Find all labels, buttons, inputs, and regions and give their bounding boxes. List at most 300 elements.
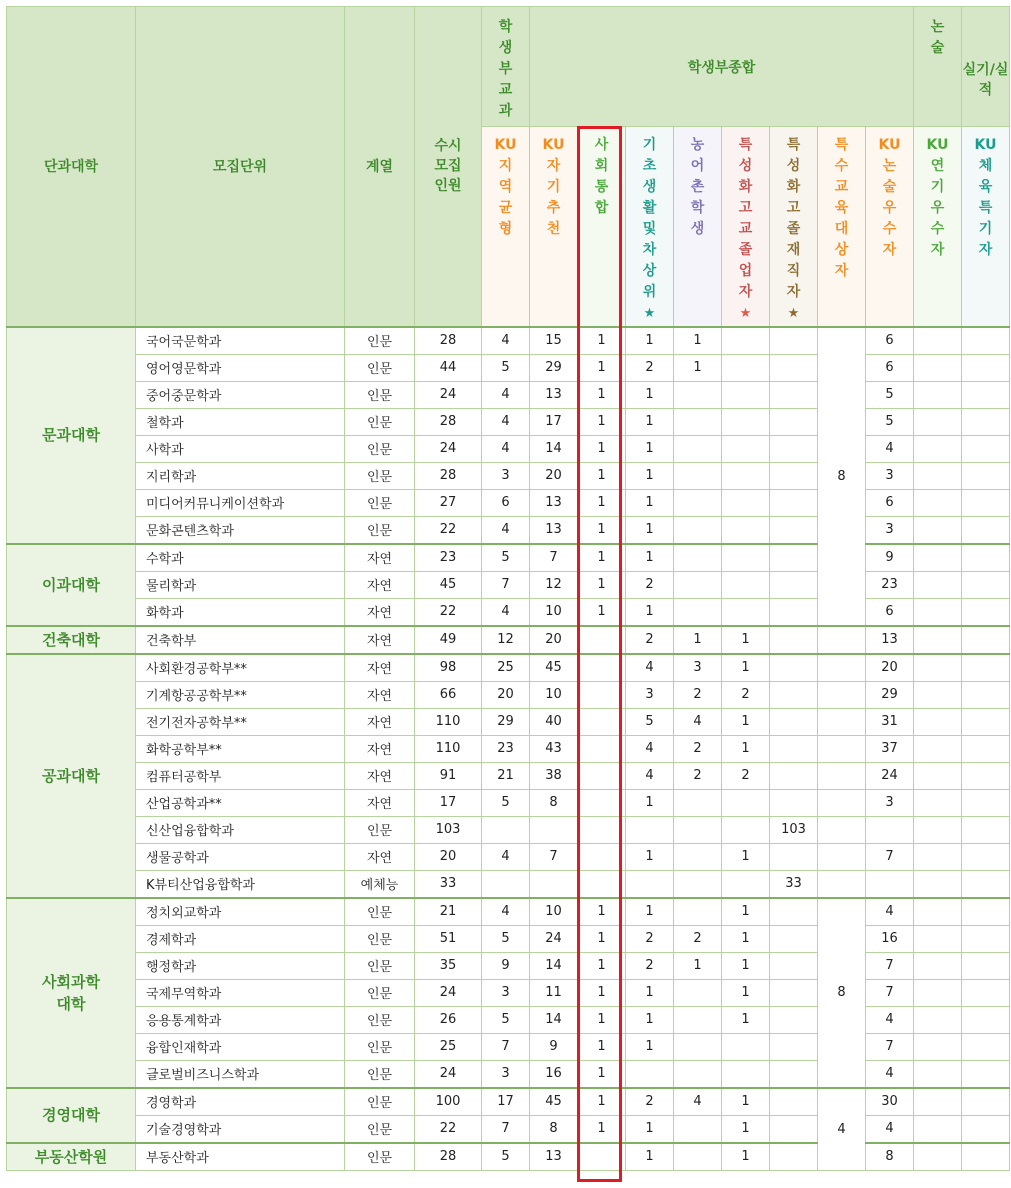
ku-sports-cell (962, 1060, 1010, 1088)
ku-self-cell: 7 (530, 843, 578, 870)
track-cell: 인문 (345, 354, 415, 381)
header-quota: 수시 모집 인원 (415, 7, 482, 327)
ku-sports-cell (962, 762, 1010, 789)
ku-self-cell: 13 (530, 381, 578, 408)
ku-essay-cell: 3 (866, 516, 914, 544)
specialized-grad-cell (722, 544, 770, 572)
ku-regional-cell (482, 816, 530, 843)
ku-regional-cell: 4 (482, 598, 530, 626)
unit-name-cell: 기술경영학과 (136, 1115, 345, 1143)
basic-living-cell: 4 (626, 735, 674, 762)
specialized-work-cell: 33 (770, 870, 818, 898)
specialized-grad-cell: 1 (722, 898, 770, 926)
ku-essay-cell: 13 (866, 626, 914, 654)
specialized-grad-cell: 1 (722, 1143, 770, 1171)
track-cell: 자연 (345, 762, 415, 789)
specialized-grad-cell: 1 (722, 979, 770, 1006)
social-integration-cell (578, 870, 626, 898)
ku-self-cell: 14 (530, 1006, 578, 1033)
ku-essay-cell: 8 (866, 1143, 914, 1171)
rural-cell: 2 (674, 762, 722, 789)
specialized-grad-cell (722, 571, 770, 598)
ku-acting-cell (914, 1060, 962, 1088)
header-specialized-grad (722, 127, 770, 327)
ku-regional-cell: 4 (482, 843, 530, 870)
basic-living-cell: 1 (626, 1033, 674, 1060)
basic-living-cell (626, 870, 674, 898)
specialized-grad-cell (722, 462, 770, 489)
basic-living-cell: 1 (626, 489, 674, 516)
special-ed-cell: 8 (818, 898, 866, 1088)
basic-living-cell: 1 (626, 381, 674, 408)
ku-regional-cell: 4 (482, 516, 530, 544)
header-practical: 실기/실적 (962, 7, 1010, 127)
specialized-grad-cell (722, 327, 770, 355)
ku-sports-cell (962, 898, 1010, 926)
basic-living-cell: 1 (626, 544, 674, 572)
ku-self-cell: 14 (530, 435, 578, 462)
specialized-work-cell (770, 381, 818, 408)
quota-cell: 28 (415, 462, 482, 489)
specialized-grad-cell: 1 (722, 626, 770, 654)
rural-cell (674, 381, 722, 408)
basic-living-cell: 5 (626, 708, 674, 735)
specialized-work-cell (770, 925, 818, 952)
quota-cell: 28 (415, 408, 482, 435)
unit-name-cell: 전기전자공학부** (136, 708, 345, 735)
ku-regional-cell: 5 (482, 1143, 530, 1171)
special-ed-cell (818, 681, 866, 708)
specialized-grad-cell (722, 1060, 770, 1088)
ku-essay-cell: 6 (866, 598, 914, 626)
header-ku-self: KU 자 기 추 천 (530, 127, 578, 327)
ku-self-cell: 9 (530, 1033, 578, 1060)
ku-regional-cell: 5 (482, 789, 530, 816)
track-cell: 자연 (345, 843, 415, 870)
star-icon: ★ (643, 306, 656, 321)
track-cell: 인문 (345, 952, 415, 979)
ku-self-cell: 29 (530, 354, 578, 381)
basic-living-cell: 1 (626, 408, 674, 435)
header-social: 사 회 통 합 (578, 127, 626, 327)
social-integration-cell (578, 843, 626, 870)
track-cell: 인문 (345, 898, 415, 926)
social-integration-cell: 1 (578, 571, 626, 598)
specialized-work-cell (770, 626, 818, 654)
ku-acting-cell (914, 544, 962, 572)
ku-acting-cell (914, 708, 962, 735)
specialized-grad-cell: 1 (722, 1006, 770, 1033)
social-integration-cell: 1 (578, 544, 626, 572)
ku-regional-cell: 5 (482, 1006, 530, 1033)
specialized-grad-cell: 2 (722, 762, 770, 789)
specialized-grad-cell: 1 (722, 925, 770, 952)
rural-cell: 1 (674, 354, 722, 381)
ku-essay-cell: 7 (866, 952, 914, 979)
header-basic (626, 127, 674, 327)
header-specialized-work-label: 특 성 화 고 졸 재 직 자 (786, 137, 801, 300)
ku-regional-cell: 7 (482, 571, 530, 598)
basic-living-cell: 2 (626, 571, 674, 598)
ku-acting-cell (914, 762, 962, 789)
ku-regional-cell: 21 (482, 762, 530, 789)
ku-regional-cell: 3 (482, 462, 530, 489)
table-row (7, 327, 1010, 355)
ku-sports-cell (962, 708, 1010, 735)
ku-sports-cell (962, 489, 1010, 516)
quota-cell: 17 (415, 789, 482, 816)
college-name: 문과대학 (7, 327, 136, 544)
specialized-work-cell: 103 (770, 816, 818, 843)
ku-acting-cell (914, 925, 962, 952)
unit-name-cell: 중어중문학과 (136, 381, 345, 408)
social-integration-cell: 1 (578, 354, 626, 381)
ku-acting-cell (914, 462, 962, 489)
rural-cell (674, 843, 722, 870)
ku-self-cell: 8 (530, 789, 578, 816)
ku-essay-cell: 4 (866, 435, 914, 462)
ku-acting-cell (914, 327, 962, 355)
unit-name-cell: 융합인재학과 (136, 1033, 345, 1060)
social-integration-cell: 1 (578, 598, 626, 626)
unit-name-cell: K뷰티산업융합학과 (136, 870, 345, 898)
specialized-work-cell (770, 1033, 818, 1060)
ku-acting-cell (914, 1115, 962, 1143)
specialized-grad-cell: 1 (722, 952, 770, 979)
ku-self-cell: 45 (530, 654, 578, 682)
ku-essay-cell: 4 (866, 1060, 914, 1088)
unit-name-cell: 신산업융합학과 (136, 816, 345, 843)
special-ed-cell (818, 626, 866, 654)
ku-self-cell: 10 (530, 598, 578, 626)
ku-regional-cell: 20 (482, 681, 530, 708)
rural-cell (674, 516, 722, 544)
ku-sports-cell (962, 408, 1010, 435)
quota-cell: 66 (415, 681, 482, 708)
ku-essay-cell: 31 (866, 708, 914, 735)
basic-living-cell: 4 (626, 762, 674, 789)
ku-acting-cell (914, 571, 962, 598)
quota-cell: 103 (415, 816, 482, 843)
basic-living-cell: 2 (626, 1088, 674, 1116)
social-integration-cell: 1 (578, 952, 626, 979)
ku-essay-cell: 7 (866, 1033, 914, 1060)
unit-name-cell: 화학과 (136, 598, 345, 626)
ku-regional-cell: 7 (482, 1033, 530, 1060)
rural-cell (674, 979, 722, 1006)
specialized-work-cell (770, 489, 818, 516)
unit-name-cell: 미디어커뮤니케이션학과 (136, 489, 345, 516)
track-cell: 인문 (345, 1088, 415, 1116)
specialized-work-cell (770, 708, 818, 735)
rural-cell (674, 816, 722, 843)
ku-regional-cell: 4 (482, 898, 530, 926)
basic-living-cell: 1 (626, 516, 674, 544)
ku-acting-cell (914, 489, 962, 516)
ku-regional-cell: 3 (482, 1060, 530, 1088)
social-integration-cell (578, 735, 626, 762)
unit-name-cell: 화학공학부** (136, 735, 345, 762)
specialized-grad-cell: 1 (722, 843, 770, 870)
track-cell: 인문 (345, 489, 415, 516)
specialized-work-cell (770, 1088, 818, 1116)
header-specialized-work (770, 127, 818, 327)
track-cell: 인문 (345, 1033, 415, 1060)
ku-essay-cell: 4 (866, 1006, 914, 1033)
unit-name-cell: 사학과 (136, 435, 345, 462)
special-ed-cell (818, 789, 866, 816)
table-row (7, 654, 1010, 682)
table-row (7, 708, 1010, 735)
ku-sports-cell (962, 925, 1010, 952)
ku-acting-cell (914, 843, 962, 870)
ku-self-cell: 14 (530, 952, 578, 979)
ku-regional-cell: 4 (482, 381, 530, 408)
basic-living-cell: 1 (626, 1115, 674, 1143)
quota-cell: 51 (415, 925, 482, 952)
header-student-record-comprehensive: 학생부종합 (530, 7, 914, 127)
ku-acting-cell (914, 435, 962, 462)
ku-regional-cell: 29 (482, 708, 530, 735)
rural-cell (674, 571, 722, 598)
rural-cell: 1 (674, 952, 722, 979)
header-ku-regional: KU 지 역 균 형 (482, 127, 530, 327)
ku-regional-cell (482, 870, 530, 898)
ku-acting-cell (914, 870, 962, 898)
specialized-grad-cell (722, 354, 770, 381)
ku-self-cell: 13 (530, 516, 578, 544)
unit-name-cell: 글로벌비즈니스학과 (136, 1060, 345, 1088)
specialized-work-cell (770, 979, 818, 1006)
quota-cell: 35 (415, 952, 482, 979)
social-integration-cell (578, 626, 626, 654)
ku-essay-cell: 5 (866, 381, 914, 408)
ku-regional-cell: 6 (482, 489, 530, 516)
social-integration-cell: 1 (578, 516, 626, 544)
basic-living-cell: 2 (626, 925, 674, 952)
quota-cell: 110 (415, 735, 482, 762)
college-name: 공과대학 (7, 654, 136, 898)
ku-sports-cell (962, 1143, 1010, 1171)
ku-sports-cell (962, 516, 1010, 544)
ku-essay-cell: 3 (866, 789, 914, 816)
ku-essay-cell: 3 (866, 462, 914, 489)
ku-acting-cell (914, 1033, 962, 1060)
social-integration-cell: 1 (578, 1060, 626, 1088)
ku-sports-cell (962, 571, 1010, 598)
basic-living-cell: 1 (626, 843, 674, 870)
header-college: 단과대학 (7, 7, 136, 327)
specialized-grad-cell (722, 789, 770, 816)
ku-regional-cell: 4 (482, 327, 530, 355)
quota-cell: 26 (415, 1006, 482, 1033)
unit-name-cell: 부동산학과 (136, 1143, 345, 1171)
social-integration-cell: 1 (578, 898, 626, 926)
ku-self-cell (530, 870, 578, 898)
table-row (7, 870, 1010, 898)
special-ed-cell (818, 870, 866, 898)
ku-self-cell: 15 (530, 327, 578, 355)
track-cell: 자연 (345, 708, 415, 735)
ku-sports-cell (962, 1006, 1010, 1033)
track-cell: 자연 (345, 789, 415, 816)
ku-self-cell: 40 (530, 708, 578, 735)
college-name: 경영대학 (7, 1088, 136, 1143)
specialized-work-cell (770, 762, 818, 789)
college-name: 이과대학 (7, 544, 136, 626)
unit-name-cell: 영어영문학과 (136, 354, 345, 381)
specialized-work-cell (770, 898, 818, 926)
ku-acting-cell (914, 789, 962, 816)
specialized-grad-cell (722, 598, 770, 626)
header-unit: 모집단위 (136, 7, 345, 327)
ku-self-cell: 24 (530, 925, 578, 952)
unit-name-cell: 응용통계학과 (136, 1006, 345, 1033)
specialized-work-cell (770, 1115, 818, 1143)
ku-acting-cell (914, 408, 962, 435)
track-cell: 인문 (345, 327, 415, 355)
specialized-work-cell (770, 408, 818, 435)
ku-essay-cell: 37 (866, 735, 914, 762)
basic-living-cell: 1 (626, 462, 674, 489)
ku-sports-cell (962, 626, 1010, 654)
track-cell: 인문 (345, 1060, 415, 1088)
unit-name-cell: 국어국문학과 (136, 327, 345, 355)
ku-self-cell (530, 816, 578, 843)
specialized-work-cell (770, 735, 818, 762)
table-row (7, 816, 1010, 843)
rural-cell (674, 408, 722, 435)
basic-living-cell (626, 1060, 674, 1088)
rural-cell: 1 (674, 626, 722, 654)
ku-acting-cell (914, 952, 962, 979)
track-cell: 인문 (345, 462, 415, 489)
basic-living-cell: 1 (626, 898, 674, 926)
track-cell: 자연 (345, 681, 415, 708)
ku-essay-cell: 29 (866, 681, 914, 708)
ku-essay-cell: 4 (866, 1115, 914, 1143)
ku-self-cell: 10 (530, 681, 578, 708)
specialized-grad-cell: 1 (722, 1088, 770, 1116)
specialized-grad-cell (722, 408, 770, 435)
header-ku-essay: KU 논 술 우 수 자 (866, 127, 914, 327)
track-cell: 자연 (345, 626, 415, 654)
ku-sports-cell (962, 1088, 1010, 1116)
unit-name-cell: 기계항공공학부** (136, 681, 345, 708)
track-cell: 자연 (345, 544, 415, 572)
basic-living-cell: 1 (626, 1006, 674, 1033)
table-row (7, 843, 1010, 870)
admission-quota-table (6, 6, 1010, 1171)
ku-sports-cell (962, 816, 1010, 843)
specialized-work-cell (770, 571, 818, 598)
specialized-work-cell (770, 843, 818, 870)
basic-living-cell: 2 (626, 952, 674, 979)
ku-sports-cell (962, 435, 1010, 462)
unit-name-cell: 사회환경공학부** (136, 654, 345, 682)
ku-acting-cell (914, 979, 962, 1006)
specialized-grad-cell: 1 (722, 708, 770, 735)
ku-self-cell: 20 (530, 462, 578, 489)
specialized-work-cell (770, 462, 818, 489)
basic-living-cell: 4 (626, 654, 674, 682)
ku-essay-cell (866, 870, 914, 898)
quota-cell: 24 (415, 979, 482, 1006)
quota-cell: 20 (415, 843, 482, 870)
track-cell: 인문 (345, 435, 415, 462)
ku-essay-cell: 16 (866, 925, 914, 952)
table-row (7, 681, 1010, 708)
ku-self-cell: 7 (530, 544, 578, 572)
rural-cell (674, 1006, 722, 1033)
star-icon: ★ (739, 306, 752, 321)
rural-cell: 2 (674, 925, 722, 952)
college-name: 건축대학 (7, 626, 136, 654)
ku-sports-cell (962, 1033, 1010, 1060)
rural-cell (674, 898, 722, 926)
social-integration-cell (578, 708, 626, 735)
basic-living-cell: 2 (626, 354, 674, 381)
specialized-grad-cell: 1 (722, 735, 770, 762)
rural-cell (674, 489, 722, 516)
header-essay: 논 술 (914, 7, 962, 127)
ku-essay-cell: 23 (866, 571, 914, 598)
unit-name-cell: 생물공학과 (136, 843, 345, 870)
special-ed-cell (818, 843, 866, 870)
ku-essay-cell: 7 (866, 843, 914, 870)
quota-cell: 98 (415, 654, 482, 682)
social-integration-cell: 1 (578, 1006, 626, 1033)
ku-sports-cell (962, 789, 1010, 816)
ku-self-cell: 45 (530, 1088, 578, 1116)
quota-cell: 91 (415, 762, 482, 789)
ku-regional-cell: 9 (482, 952, 530, 979)
ku-self-cell: 13 (530, 1143, 578, 1171)
ku-acting-cell (914, 898, 962, 926)
social-integration-cell: 1 (578, 408, 626, 435)
social-integration-cell: 1 (578, 1088, 626, 1116)
ku-self-cell: 8 (530, 1115, 578, 1143)
quota-cell: 28 (415, 1143, 482, 1171)
rural-cell (674, 544, 722, 572)
table-body (7, 327, 1010, 1171)
header-track: 계열 (345, 7, 415, 327)
quota-cell: 22 (415, 516, 482, 544)
table-row (7, 1088, 1010, 1116)
specialized-work-cell (770, 598, 818, 626)
quota-cell: 23 (415, 544, 482, 572)
ku-regional-cell: 4 (482, 408, 530, 435)
ku-essay-cell (866, 816, 914, 843)
basic-living-cell: 2 (626, 626, 674, 654)
unit-name-cell: 지리학과 (136, 462, 345, 489)
social-integration-cell: 1 (578, 1033, 626, 1060)
rural-cell (674, 1143, 722, 1171)
basic-living-cell: 1 (626, 789, 674, 816)
table-row (7, 762, 1010, 789)
basic-living-cell: 3 (626, 681, 674, 708)
ku-essay-cell: 6 (866, 489, 914, 516)
ku-sports-cell (962, 354, 1010, 381)
ku-regional-cell: 17 (482, 1088, 530, 1116)
social-integration-cell: 1 (578, 381, 626, 408)
header-student-record-subject: 학 생 부 교 과 (482, 7, 530, 127)
college-name: 부동산학원 (7, 1143, 136, 1171)
table-row (7, 735, 1010, 762)
social-integration-cell: 1 (578, 979, 626, 1006)
quota-cell: 21 (415, 898, 482, 926)
quota-cell: 110 (415, 708, 482, 735)
